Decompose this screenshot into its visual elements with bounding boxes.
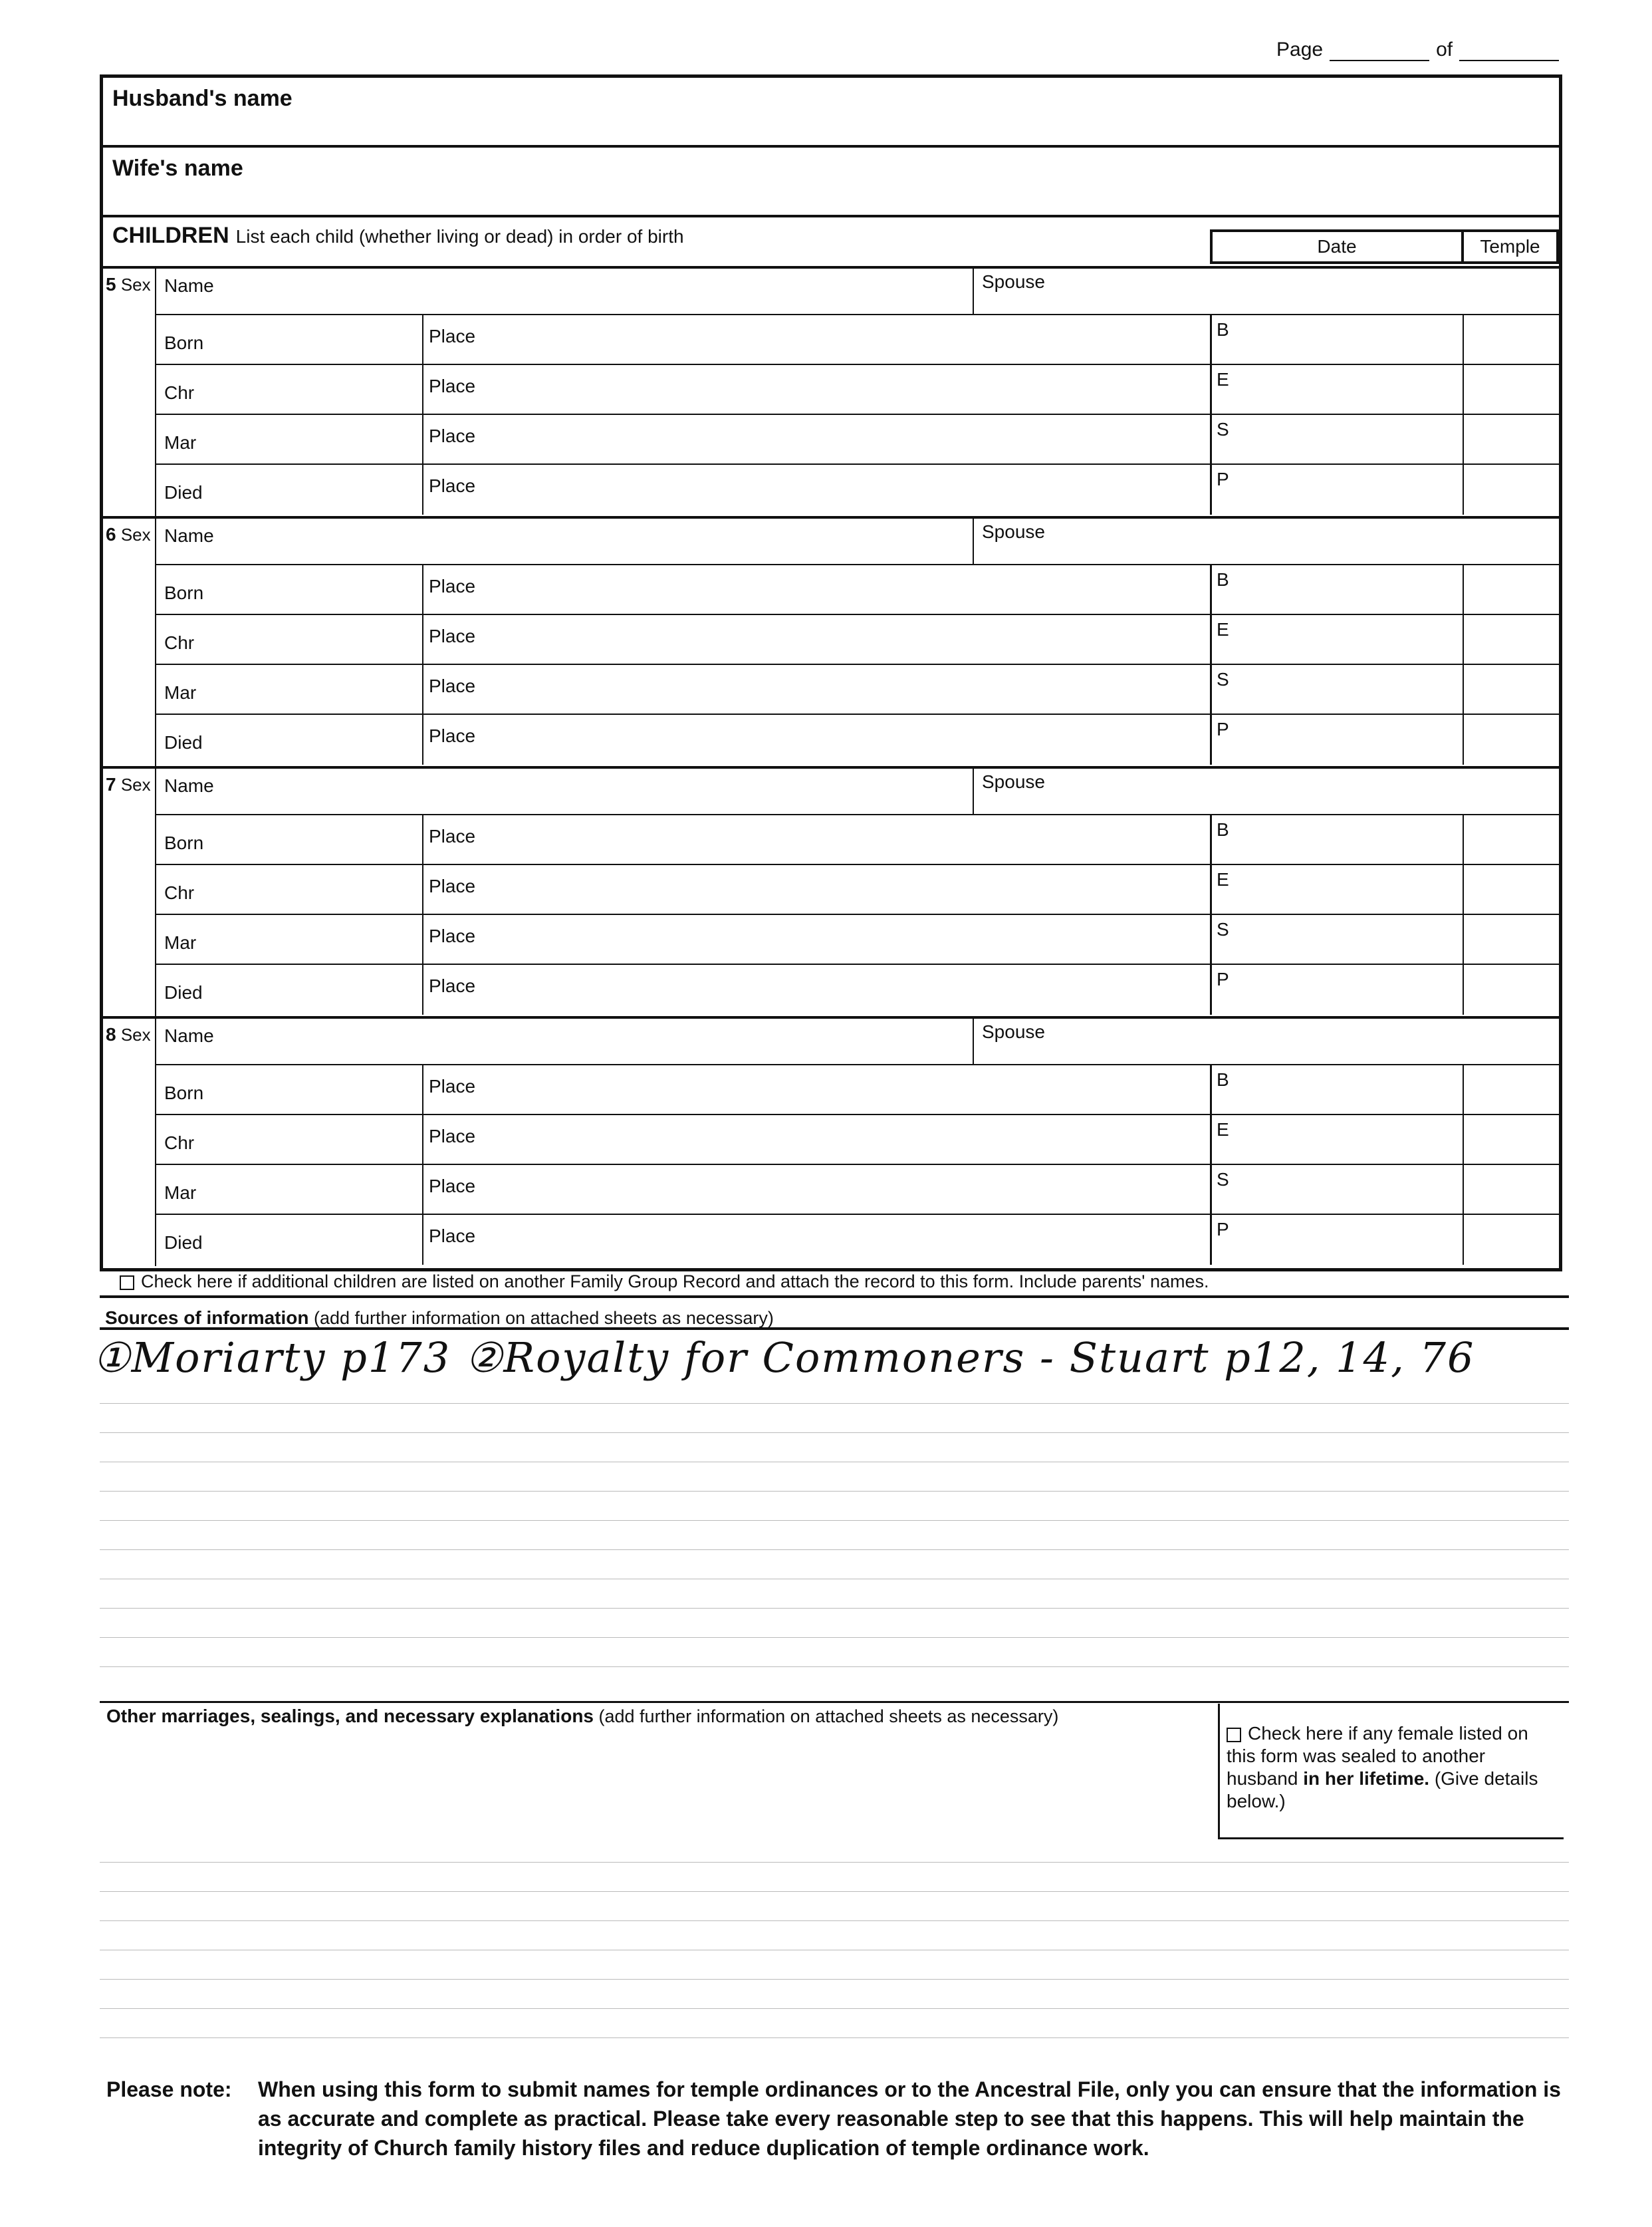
- place-label: Place: [429, 676, 476, 696]
- column-divider: [422, 1065, 423, 1114]
- column-divider: [1210, 965, 1212, 1015]
- female-sealed-tail: (Give details below.): [1227, 1768, 1538, 1811]
- event-row[interactable]: [156, 1065, 1559, 1115]
- ruled-line: [100, 2008, 1569, 2009]
- column-divider: [1463, 415, 1464, 463]
- place-label: Place: [429, 1226, 476, 1246]
- spouse-label: Spouse: [982, 771, 1045, 792]
- name-label: Name: [164, 775, 214, 796]
- place-label: Place: [429, 376, 476, 396]
- children-subtitle: List each child (whether living or dead) in order of birth: [235, 226, 684, 247]
- child-number-sex[interactable]: [103, 519, 156, 766]
- ruled-line: [100, 1549, 1569, 1550]
- place-label: Place: [429, 1126, 476, 1146]
- event-label: Chr: [164, 382, 195, 403]
- child-name-field[interactable]: [156, 519, 974, 565]
- event-label: Died: [164, 482, 203, 503]
- column-divider: [422, 1215, 423, 1265]
- event-row[interactable]: [156, 415, 1559, 465]
- event-row[interactable]: [156, 315, 1559, 365]
- column-divider: [1210, 415, 1212, 463]
- column-divider: [1210, 1215, 1212, 1265]
- other-marriages-label: Other marriages, sealings, and necessary explanations: [106, 1706, 594, 1726]
- column-divider: [1463, 865, 1464, 914]
- child-spouse-field[interactable]: [974, 269, 1559, 315]
- child-number-sex[interactable]: [103, 769, 156, 1016]
- event-label: Chr: [164, 882, 195, 903]
- page-number-field[interactable]: [1330, 41, 1429, 61]
- column-divider: [1463, 315, 1464, 364]
- column-divider: [1463, 1165, 1464, 1214]
- column-divider: [1463, 665, 1464, 714]
- other-marriages-header: [106, 1706, 1058, 1727]
- wife-name-label: Wife's name: [112, 156, 243, 181]
- column-divider: [1463, 1065, 1464, 1114]
- column-divider: [1463, 965, 1464, 1015]
- ruled-line: [100, 1520, 1569, 1521]
- children-title: CHILDREN: [112, 223, 229, 248]
- column-divider: [422, 865, 423, 914]
- child-name-field[interactable]: [156, 1019, 974, 1065]
- column-divider: [422, 965, 423, 1015]
- event-label: Mar: [164, 682, 197, 703]
- ruled-line: [100, 1979, 1569, 1980]
- column-divider: [1210, 1165, 1212, 1214]
- place-label: Place: [429, 426, 476, 446]
- child-number: 6: [106, 524, 116, 545]
- event-label: Died: [164, 982, 203, 1003]
- ruled-line: [100, 1491, 1569, 1492]
- ruled-line: [100, 1862, 1569, 1863]
- child-number: 8: [106, 1024, 116, 1045]
- place-label: Place: [429, 926, 476, 946]
- column-divider: [1210, 865, 1212, 914]
- event-label: Died: [164, 732, 203, 753]
- event-row[interactable]: [156, 815, 1559, 865]
- column-divider: [422, 1165, 423, 1214]
- ordinance-code: B: [1217, 319, 1229, 340]
- child-entry: [103, 266, 1559, 516]
- event-label: Born: [164, 583, 204, 603]
- child-name-field[interactable]: [156, 269, 974, 315]
- ordinance-code: B: [1217, 1069, 1229, 1090]
- ruled-line: [100, 1920, 1569, 1921]
- female-sealed-check[interactable]: [1218, 1704, 1564, 1839]
- event-label: Chr: [164, 1132, 195, 1153]
- sources-header: [105, 1307, 774, 1329]
- column-divider: [1210, 615, 1212, 664]
- event-label: Chr: [164, 632, 195, 653]
- column-divider: [1210, 465, 1212, 515]
- event-label: Born: [164, 1083, 204, 1103]
- event-row[interactable]: [156, 565, 1559, 615]
- please-note-label: Please note:: [106, 2077, 232, 2101]
- ruled-line: [100, 1432, 1569, 1433]
- column-divider: [422, 415, 423, 463]
- female-sealed-checkbox[interactable]: [1227, 1728, 1241, 1742]
- ordinance-code: B: [1217, 569, 1229, 590]
- event-row[interactable]: [156, 915, 1559, 965]
- sources-hint: (add further information on attached sheets as necessary): [313, 1308, 774, 1328]
- place-label: Place: [429, 475, 476, 496]
- ordinance-code: E: [1217, 619, 1229, 640]
- place-label: Place: [429, 576, 476, 596]
- ordinance-code: S: [1217, 419, 1229, 440]
- event-row[interactable]: [156, 1115, 1559, 1165]
- ordinance-code: S: [1217, 669, 1229, 690]
- ruled-line: [100, 1666, 1569, 1667]
- event-row[interactable]: [156, 365, 1559, 415]
- column-divider: [1463, 915, 1464, 964]
- ordinance-code: S: [1217, 919, 1229, 940]
- sex-label: Sex: [120, 525, 151, 545]
- event-row[interactable]: [156, 1165, 1559, 1215]
- divider: [100, 1295, 1569, 1298]
- husband-name-label: Husband's name: [112, 86, 293, 111]
- date-column-header: Date: [1210, 229, 1463, 264]
- ordinance-code: P: [1217, 969, 1229, 989]
- column-divider: [1210, 365, 1212, 414]
- event-label: Mar: [164, 1182, 197, 1203]
- child-spouse-field[interactable]: [974, 769, 1559, 815]
- ordinance-code: E: [1217, 869, 1229, 890]
- temple-column-header: Temple: [1463, 229, 1559, 264]
- column-divider: [1210, 665, 1212, 714]
- event-label: Died: [164, 1232, 203, 1253]
- child-entry: [103, 516, 1559, 766]
- column-divider: [422, 665, 423, 714]
- ordinance-code: P: [1217, 719, 1229, 739]
- column-divider: [1463, 565, 1464, 614]
- ruled-line: [100, 1891, 1569, 1892]
- additional-children-check[interactable]: [120, 1271, 1209, 1292]
- event-row[interactable]: [156, 865, 1559, 915]
- page-number-bar: [1276, 39, 1566, 61]
- spouse-label: Spouse: [982, 521, 1045, 542]
- column-divider: [1463, 815, 1464, 864]
- column-divider: [422, 615, 423, 664]
- column-divider: [1463, 1115, 1464, 1164]
- ruled-line: [100, 1608, 1569, 1609]
- place-label: Place: [429, 1076, 476, 1097]
- column-divider: [1210, 715, 1212, 765]
- event-row[interactable]: [156, 965, 1559, 1015]
- ordinance-code: P: [1217, 1219, 1229, 1240]
- child-number-sex[interactable]: [103, 1019, 156, 1266]
- divider: [100, 1327, 1569, 1330]
- column-divider: [422, 315, 423, 364]
- additional-children-checkbox[interactable]: [120, 1275, 134, 1290]
- spouse-label: Spouse: [982, 271, 1045, 292]
- column-divider: [1210, 1065, 1212, 1114]
- additional-children-text: Check here if additional children are listed on another Family Group Record and attach the record to this form. Include parents' names.: [141, 1271, 1209, 1291]
- column-divider: [1210, 915, 1212, 964]
- ordinance-code: E: [1217, 369, 1229, 390]
- place-label: Place: [429, 626, 476, 646]
- sex-label: Sex: [120, 1025, 151, 1045]
- ruled-line: [100, 1403, 1569, 1404]
- please-note-text: When using this form to submit names for temple ordinances or to the Ancestral File, only you can ensure that the information is as accurate and complete as practical. Please take every reasonable step to see that this happens. This will help maintain the integrity of Church family history files and reduce duplication of temple ordinance work.: [258, 2077, 1561, 2160]
- event-row[interactable]: [156, 665, 1559, 715]
- sex-label: Sex: [120, 275, 151, 295]
- divider: [100, 1701, 1569, 1703]
- event-row[interactable]: [156, 715, 1559, 765]
- name-label: Name: [164, 1025, 214, 1046]
- place-label: Place: [429, 876, 476, 896]
- of-label: of: [1436, 39, 1453, 61]
- column-divider: [422, 465, 423, 515]
- column-divider: [422, 715, 423, 765]
- child-name-field[interactable]: [156, 769, 974, 815]
- ruled-line: [100, 2037, 1569, 2038]
- column-divider: [1463, 715, 1464, 765]
- event-label: Mar: [164, 932, 197, 953]
- page-total-field[interactable]: [1459, 41, 1559, 61]
- place-label: Place: [429, 1176, 476, 1196]
- column-divider: [1463, 465, 1464, 515]
- female-sealed-text: Check here if any female listed on this form was sealed to another husband: [1227, 1723, 1528, 1789]
- other-marriages-hint: (add further information on attached sheets as necessary): [598, 1706, 1059, 1726]
- spouse-label: Spouse: [982, 1021, 1045, 1042]
- name-label: Name: [164, 525, 214, 546]
- female-sealed-bold: in her lifetime.: [1303, 1768, 1430, 1789]
- child-number: 7: [106, 774, 116, 795]
- column-divider: [1463, 1215, 1464, 1265]
- place-label: Place: [429, 826, 476, 847]
- event-row[interactable]: [156, 615, 1559, 665]
- event-label: Born: [164, 332, 204, 353]
- event-label: Mar: [164, 432, 197, 453]
- place-label: Place: [429, 326, 476, 346]
- sources-handwritten-text: ①Moriarty p173 ②Royalty for Commoners - Stuart p12, 14, 76: [93, 1333, 1475, 1382]
- page-label: Page: [1276, 39, 1324, 61]
- family-group-form: [100, 74, 1562, 1271]
- place-label: Place: [429, 725, 476, 746]
- event-row[interactable]: [156, 1215, 1559, 1265]
- ordinance-code: S: [1217, 1169, 1229, 1190]
- ruled-line: [100, 1637, 1569, 1638]
- name-label: Name: [164, 275, 214, 296]
- place-label: Place: [429, 976, 476, 996]
- child-entry: [103, 766, 1559, 1016]
- column-divider: [422, 365, 423, 414]
- ordinance-code: P: [1217, 469, 1229, 489]
- sources-label: Sources of information: [105, 1307, 309, 1328]
- column-divider: [422, 1115, 423, 1164]
- child-number: 5: [106, 274, 116, 295]
- child-spouse-field[interactable]: [974, 1019, 1559, 1065]
- column-divider: [422, 915, 423, 964]
- ordinance-code: E: [1217, 1119, 1229, 1140]
- column-divider: [1463, 615, 1464, 664]
- column-divider: [1210, 565, 1212, 614]
- husband-name-field[interactable]: [103, 78, 1559, 148]
- child-entry: [103, 1016, 1559, 1266]
- event-label: Born: [164, 833, 204, 853]
- ordinance-code: B: [1217, 819, 1229, 840]
- column-divider: [1210, 315, 1212, 364]
- column-divider: [422, 565, 423, 614]
- wife-name-field[interactable]: [103, 148, 1559, 217]
- event-row[interactable]: [156, 465, 1559, 515]
- column-divider: [1463, 365, 1464, 414]
- child-number-sex[interactable]: [103, 269, 156, 516]
- column-divider: [422, 815, 423, 864]
- child-spouse-field[interactable]: [974, 519, 1559, 565]
- column-divider: [1210, 815, 1212, 864]
- column-divider: [1210, 1115, 1212, 1164]
- sex-label: Sex: [120, 775, 151, 795]
